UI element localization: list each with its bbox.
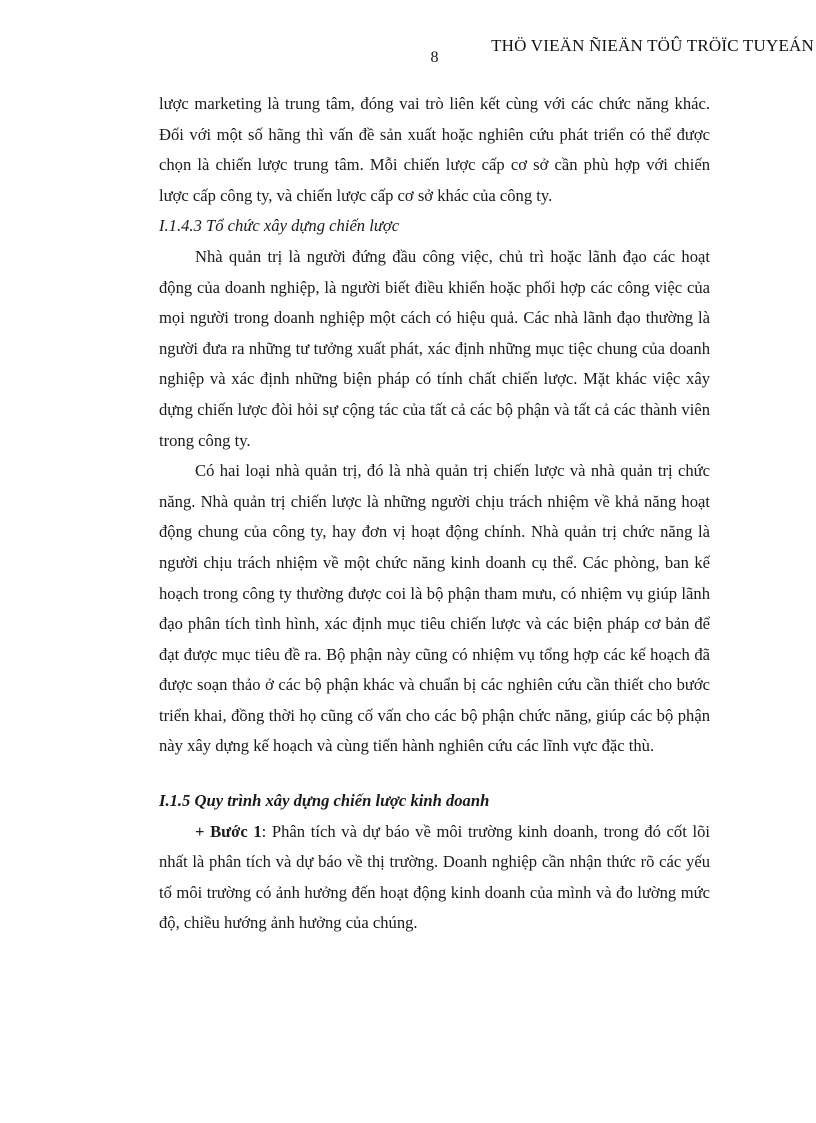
step-1-label: + Bước 1 [195,821,262,841]
step-1-text: : Phân tích và dự báo về môi trường kinh doanh, trong đó cốt lõi nhất là phân tích và dự báo về thị trường. Doanh nghiệp cần nhận thức rõ các yếu tố môi trường có ảnh hưởng đến hoạt động kinh doanh của mình và đo lường mức độ, chiều hướng ảnh hưởng của chúng. [159,821,710,933]
paragraph-two-types: Có hai loại nhà quản trị, đó là nhà quản trị chiến lược và nhà quản trị chức năng. Nhà quản trị chiến lược là những người chịu trách nhiệm về khả năng hoạt động chung của công ty, hay đơn vị hoạt động chính. Nhà quản trị chức năng là người chịu trách nhiệm về một chức năng kinh doanh cụ thể. Các phòng, ban kế hoạch trong công ty thường được coi là bộ phận tham mưu, có nhiệm vụ giúp lãnh đạo phân tích tình hình, xác định mục tiêu chiến lược và các biện pháp cơ bản để đạt được mục tiêu đề ra. Bộ phận này cũng có nhiệm vụ tổng hợp các kế hoạch đã được soạn thảo ở các bộ phận khác và chuẩn bị các nghiên cứu cần thiết cho bước triển khai, đồng thời họ cũng cố vấn cho các bộ phận chức năng, giúp các bộ phận này xây dựng kế hoạch và cùng tiến hành nghiên cứu các lĩnh vực đặc thù. [159,461,710,756]
site-watermark: THÖ VIEÄN ÑIEÄN TÖÛ TRÖÏC TUYEÁN [491,36,814,55]
paragraph-continued: lược marketing là trung tâm, đóng vai trò liên kết cùng với các chức năng khác. Đối với một số hãng thì vấn đề sản xuất hoặc nghiên cứu phát triển có thể được chọn là chiến lược trung tâm. Mỗi chiến lược cấp cơ sở cần phù hợp với chiến lược cấp công ty, và chiến lược cấp cơ sở khác của công ty. [159,94,710,205]
section-gap [159,762,710,786]
document-body [159,89,710,939]
subheading-organization: I.1.4.3 Tổ chức xây dựng chiến lược [159,216,400,236]
paragraph-managers: Nhà quản trị là người đứng đầu công việc, chủ trì hoặc lãnh đạo các hoạt động của doanh nghiệp, là người biết điều khiển hoặc phối hợp các công việc của mọi người trong doanh nghiệp một cách có hiệu quả. Các nhà lãnh đạo thường là người đưa ra những tư tưởng xuất phát, xác định những mục tiệc chung của doanh nghiệp và xác định những biện pháp có tính chất chiến lược. Mặt khác việc xây dựng chiến lược đòi hỏi sự cộng tác của tất cả các bộ phận và tất cả các thành viên trong công ty. [159,246,710,450]
paragraph-step-1 [159,817,710,939]
page-number: 8 [430,49,439,66]
section-heading: I.1.5 Quy trình xây dựng chiến lược kinh doanh [159,791,490,811]
